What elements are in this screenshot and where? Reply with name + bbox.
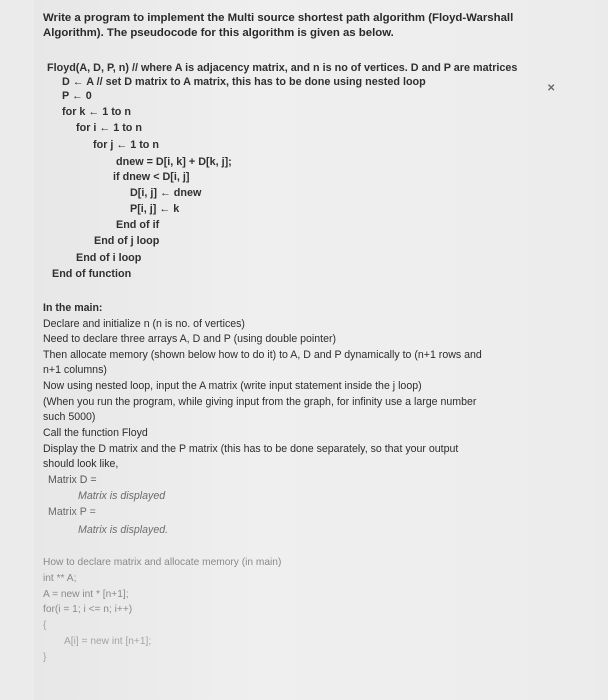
main-heading: In the main: [43, 302, 103, 314]
howto-line: for(i = 1; i <= n; i++) [43, 604, 133, 615]
main-line: Now using nested loop, input the A matrix (write input statement inside the j loop) [43, 380, 422, 392]
howto-line: A[i] = new int [n+1]; [64, 636, 152, 647]
pseudo-line-if: if dnew < D[i, j] [113, 171, 190, 183]
pseudo-line-end-if: End of if [116, 219, 160, 231]
pseudo-line-for-i: for i ← 1 to n [76, 122, 142, 134]
pseudo-line-signature: Floyd(A, D, P, n) // where A is adjacency matrix, and n is no of vertices. D and P are matrices [47, 62, 518, 74]
pseudo-line-end-function: End of function [52, 268, 132, 280]
main-line: (When you run the program, while giving input from the graph, for infinity use a large number [43, 396, 477, 408]
x-mark-icon: ✕ [547, 83, 556, 94]
pseudo-line-init-p: P ← 0 [62, 90, 92, 102]
main-line: Declare and initialize n (n is no. of vertices) [43, 318, 245, 330]
pseudo-line-assign-d: D[i, j] ← dnew [130, 187, 202, 199]
matrix-p-note: Matrix is displayed. [78, 524, 169, 536]
howto-line: int ** A; [43, 573, 77, 584]
pseudo-line-for-j: for j ← 1 to n [93, 139, 159, 151]
howto-heading: How to declare matrix and allocate memory (in main) [43, 557, 282, 568]
howto-line: } [43, 652, 47, 663]
matrix-d-label: Matrix D = [48, 474, 97, 486]
pseudo-line-for-k: for k ← 1 to n [62, 106, 131, 118]
main-line: Need to declare three arrays A, D and P (using double pointer) [43, 333, 337, 345]
pseudo-line-end-j: End of j loop [94, 235, 160, 247]
matrix-d-note: Matrix is displayed [78, 490, 166, 502]
main-line: Call the function Floyd [43, 427, 148, 439]
matrix-p-label: Matrix P = [48, 506, 96, 518]
howto-line: A = new int * [n+1]; [43, 589, 129, 600]
intro-line-2: Algorithm). The pseudocode for this algorithm is given as below. [43, 27, 394, 39]
pseudo-line-dnew: dnew = D[i, k] + D[k, j]; [116, 156, 232, 168]
main-line: such 5000) [43, 411, 96, 423]
pseudo-line-end-i: End of i loop [76, 252, 142, 264]
main-line: Display the D matrix and the P matrix (this has to be done separately, so that your output [43, 443, 459, 455]
pseudo-line-copy: D ← A // set D matrix to A matrix, this has to be done using nested loop [62, 76, 426, 88]
pseudo-line-assign-p: P[i, j] ← k [130, 203, 180, 215]
main-line: should look like, [43, 458, 119, 470]
howto-line: { [43, 620, 47, 631]
main-line: Then allocate memory (shown below how to do it) to A, D and P dynamically to (n+1 rows and [43, 349, 482, 361]
intro-line-1: Write a program to implement the Multi source shortest path algorithm (Floyd-Warshall [43, 12, 514, 24]
main-line: n+1 columns) [43, 364, 107, 376]
